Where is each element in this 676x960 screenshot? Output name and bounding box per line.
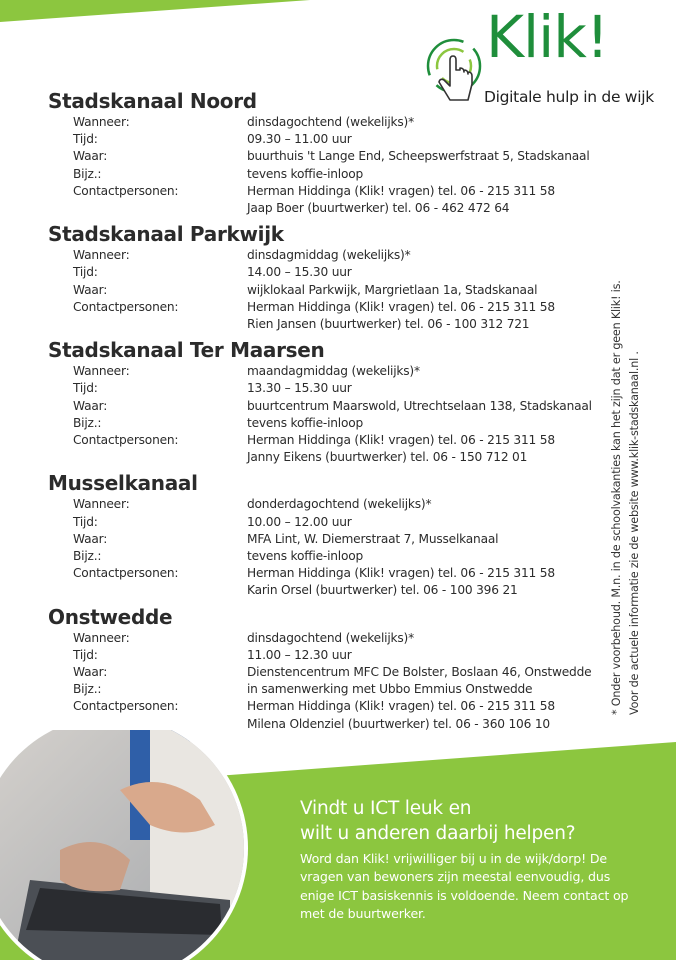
label-time: Tijd:	[73, 647, 98, 662]
value-contact-2: Jaap Boer (buurtwerker) tel. 06 - 462 472 64	[247, 201, 510, 216]
value-when: dinsdagmiddag (wekelijks)*	[247, 248, 411, 263]
schedule-list	[48, 88, 608, 737]
label-where: Waar:	[73, 531, 108, 546]
label-contacts: Contactpersonen:	[73, 433, 179, 448]
label-time: Tijd:	[73, 514, 98, 529]
section-title: Onstwedde	[48, 604, 173, 629]
value-time: 09.30 – 11.00 uur	[247, 132, 352, 147]
value-where: wijklokaal Parkwijk, Margrietlaan 1a, Stadskanaal	[247, 282, 538, 297]
value-time: 11.00 – 12.30 uur	[247, 647, 352, 662]
label-where: Waar:	[73, 282, 108, 297]
value-contact-2: Janny Eikens (buurtwerker) tel. 06 - 150 712 01	[247, 450, 528, 465]
value-time: 10.00 – 12.00 uur	[247, 514, 352, 529]
value-when: dinsdagochtend (wekelijks)*	[247, 115, 414, 129]
footnote-vertical	[608, 255, 648, 715]
label-contacts: Contactpersonen:	[73, 699, 179, 714]
value-contact-1: Herman Hiddinga (Klik! vragen) tel. 06 - 215 311 58	[247, 433, 555, 448]
section-title: Stadskanaal Parkwijk	[48, 222, 284, 247]
label-note: Bijz.:	[73, 415, 102, 430]
label-contacts: Contactpersonen:	[73, 299, 179, 314]
value-when: donderdagochtend (wekelijks)*	[247, 497, 432, 512]
section-title: Musselkanaal	[48, 471, 198, 496]
label-where: Waar:	[73, 398, 108, 413]
value-note: tevens koffie-inloop	[247, 166, 364, 181]
cta-title-line-2: wilt u anderen daarbij helpen?	[300, 823, 576, 844]
value-contact-1: Herman Hiddinga (Klik! vragen) tel. 06 - 215 311 58	[247, 699, 555, 714]
label-contacts: Contactpersonen:	[73, 566, 179, 581]
footnote-line-2: Voor de actuele informatie zie de website www.klik-stadskanaal.nl .	[628, 351, 641, 715]
label-contacts: Contactpersonen:	[73, 183, 179, 198]
label-time: Tijd:	[73, 265, 98, 280]
section-musselkanaal	[48, 470, 608, 599]
label-where: Waar:	[73, 665, 108, 680]
label-where: Waar:	[73, 149, 108, 164]
value-time: 14.00 – 15.30 uur	[247, 265, 352, 280]
label-when: Wanneer:	[73, 364, 130, 379]
value-contact-1: Herman Hiddinga (Klik! vragen) tel. 06 - 215 311 58	[247, 566, 555, 581]
label-when: Wanneer:	[73, 248, 130, 263]
volunteer-cta	[300, 796, 640, 923]
section-title: Stadskanaal Ter Maarsen	[48, 338, 325, 363]
section-onstwedde	[48, 604, 608, 733]
value-where: MFA Lint, W. Diemerstraat 7, Musselkanaal	[247, 531, 499, 546]
label-time: Tijd:	[73, 132, 98, 147]
value-where: buurthuis 't Lange End, Scheepswerfstraat 5, Stadskanaal	[247, 149, 590, 164]
value-where: buurtcentrum Maarswold, Utrechtselaan 138, Stadskanaal	[247, 398, 592, 413]
footnote-line-1: * Onder voorbehoud. M.n. in de schoolvakanties kan het zijn dat er geen Klik! is.	[610, 280, 623, 715]
label-time: Tijd:	[73, 381, 98, 396]
cta-title-line-1: Vindt u ICT leuk en	[300, 798, 472, 819]
value-contact-2: Rien Jansen (buurtwerker) tel. 06 - 100 312 721	[247, 317, 530, 332]
value-contact-1: Herman Hiddinga (Klik! vragen) tel. 06 - 215 311 58	[247, 299, 555, 314]
section-title: Stadskanaal Noord	[48, 89, 257, 113]
value-note: tevens koffie-inloop	[247, 415, 364, 430]
value-when: maandagmiddag (wekelijks)*	[247, 364, 420, 379]
label-note: Bijz.:	[73, 166, 102, 181]
cta-body: Word dan Klik! vrijwilliger bij u in de wijk/dorp! De vragen van bewoners zijn meestal eenvoudig, dus enige ICT basiskennis is voldoende. Neem contact op met de buurtwerker.	[300, 851, 629, 921]
value-contact-1: Herman Hiddinga (Klik! vragen) tel. 06 - 215 311 58	[247, 183, 555, 198]
value-note: in samenwerking met Ubbo Emmius Onstwedde	[247, 682, 533, 697]
value-contact-2: Karin Orsel (buurtwerker) tel. 06 - 100 396 21	[247, 583, 518, 598]
label-when: Wanneer:	[73, 497, 130, 512]
section-stadskanaal-noord	[48, 88, 608, 217]
section-stadskanaal-ter-maarsen	[48, 337, 608, 466]
value-when: dinsdagochtend (wekelijks)*	[247, 630, 414, 645]
logo-wordmark: Klik!	[486, 3, 609, 71]
value-note: tevens koffie-inloop	[247, 549, 364, 564]
section-stadskanaal-parkwijk	[48, 221, 608, 333]
label-note: Bijz.:	[73, 549, 102, 564]
label-when: Wanneer:	[73, 115, 130, 129]
logo-tagline: Digitale hulp in de wijk	[484, 88, 654, 106]
label-when: Wanneer:	[73, 630, 130, 645]
value-time: 13.30 – 15.30 uur	[247, 381, 352, 396]
value-where: Dienstencentrum MFC De Bolster, Boslaan 46, Onstwedde	[247, 665, 592, 680]
value-contact-2: Milena Oldenziel (buurtwerker) tel. 06 - 360 106 10	[247, 716, 550, 731]
label-note: Bijz.:	[73, 682, 102, 697]
